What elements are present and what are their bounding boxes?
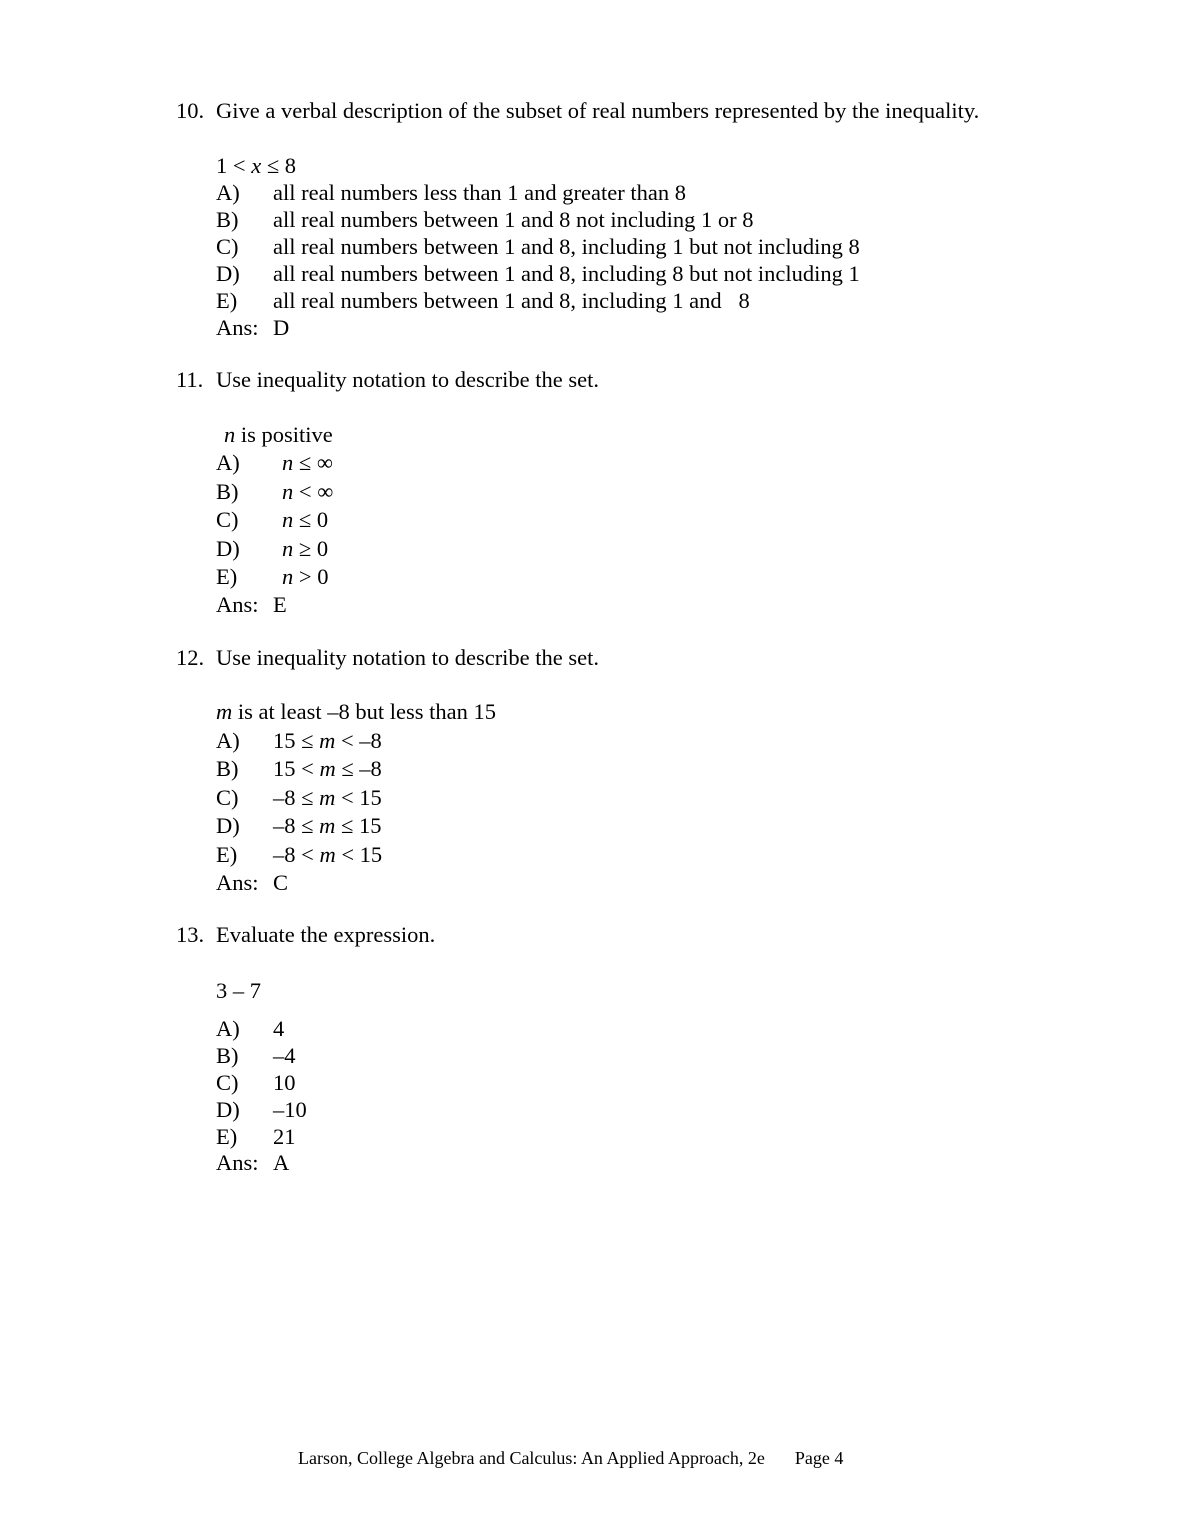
question-stem: m is at least –8 but less than 15 <box>216 699 496 724</box>
option-b: B) all real numbers between 1 and 8 not including 1 or 8 <box>216 207 754 232</box>
question-prompt: Use inequality notation to describe the set. <box>216 367 600 392</box>
option-e: E) –8 < m < 15 <box>216 842 383 867</box>
option-b: B) n < ∞ <box>216 479 334 504</box>
question-prompt: Evaluate the expression. <box>216 922 436 947</box>
option-e: E) 21 <box>216 1124 296 1149</box>
answer <box>216 315 289 341</box>
answer <box>216 870 288 896</box>
footer-source: Larson, College Algebra and Calculus: An Applied Approach, 2e <box>298 1448 765 1468</box>
option-c: C) n ≤ 0 <box>216 507 329 532</box>
option-d: D) –8 ≤ m ≤ 15 <box>216 813 382 838</box>
answer-label: Ans: <box>216 870 259 895</box>
answer-label: Ans: <box>216 592 259 617</box>
page-number: Page 4 <box>794 1448 844 1468</box>
question-header <box>176 645 599 671</box>
answer <box>216 1150 289 1176</box>
option-c: C) all real numbers between 1 and 8, including 1 but not including 8 <box>216 234 860 259</box>
question-stem-absolute-value: 3 – 7 <box>216 978 261 1003</box>
option-b: B) 15 < m ≤ –8 <box>216 756 382 781</box>
option-a: A) n ≤ ∞ <box>216 450 333 475</box>
option-a: A) 15 ≤ m < –8 <box>216 728 382 753</box>
page-footer <box>298 1448 843 1469</box>
option-b: B) –4 <box>216 1043 296 1068</box>
question-header <box>176 367 599 393</box>
option-a: A) all real numbers less than 1 and greater than 8 <box>216 180 686 205</box>
question-number: 11. <box>176 367 204 392</box>
question-stem: n is positive <box>224 422 333 447</box>
answer-value: C <box>273 870 289 895</box>
question-prompt: Use inequality notation to describe the set. <box>216 645 600 670</box>
option-d: D) n ≥ 0 <box>216 536 329 561</box>
option-c: C) 10 <box>216 1070 296 1095</box>
question-header <box>176 98 979 124</box>
answer-label: Ans: <box>216 1150 259 1175</box>
question-prompt: Give a verbal description of the subset of real numbers represented by the inequality. <box>216 98 980 123</box>
answer-value: E <box>273 592 287 617</box>
option-a: A) 4 <box>216 1016 285 1041</box>
option-e: E) n > 0 <box>216 564 329 589</box>
answer-label: Ans: <box>216 315 259 340</box>
question-number: 12. <box>176 645 205 670</box>
question-number: 13. <box>176 922 205 947</box>
option-c: C) –8 ≤ m < 15 <box>216 785 382 810</box>
answer-value: D <box>273 315 290 340</box>
option-d: D) –10 <box>216 1097 307 1122</box>
answer-value: A <box>273 1150 290 1175</box>
answer <box>216 592 287 618</box>
option-d: D) all real numbers between 1 and 8, including 8 but not including 1 <box>216 261 860 286</box>
question-stem: 1 < x ≤ 8 <box>216 153 297 178</box>
question-number: 10. <box>176 98 205 123</box>
option-e: E) all real numbers between 1 and 8, including 1 and 8 <box>216 288 750 313</box>
question-header <box>176 922 435 948</box>
